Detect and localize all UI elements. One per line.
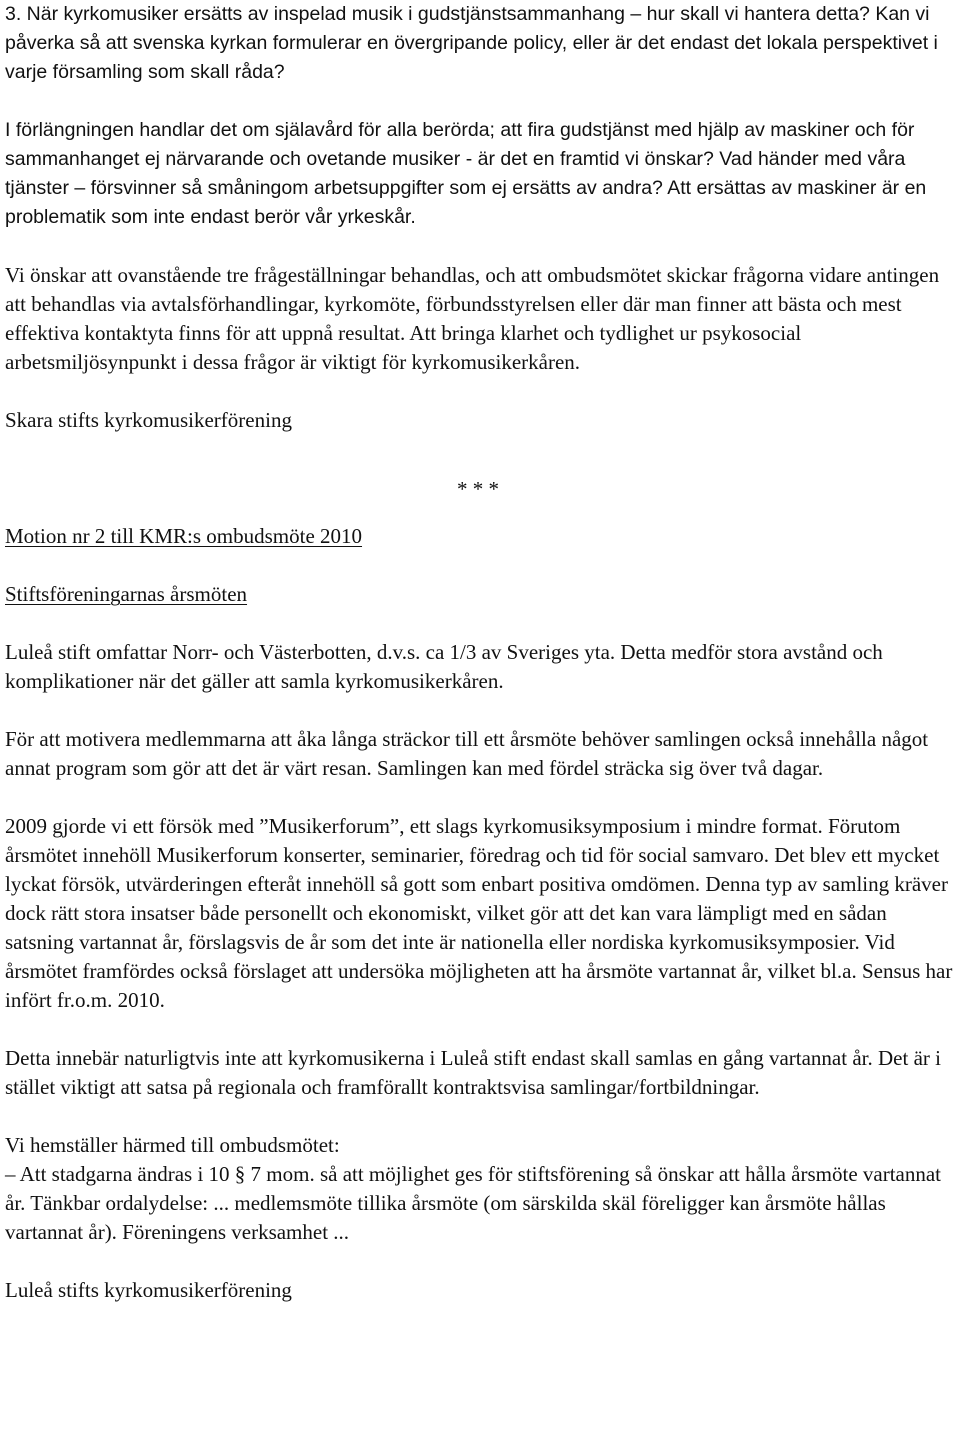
question-3-elaboration: I förlängningen handlar det om själavård för alla berörda; att fira gudstjänst med hjälp av maskiner och för sammanhanget ej närvarande och ovetande musiker - är det en framtid vi önskar? Vad händer med våra tjänster – försvinner så småningom arbetsuppgifter som ej ersätts av andra? Att ersättas av maskiner är en problematik som inte endast berör vår yrkeskår. — [5, 119, 927, 228]
spacer — [5, 609, 957, 638]
spacer — [5, 1102, 957, 1131]
spacer — [5, 1247, 957, 1276]
spacer — [5, 87, 957, 116]
paragraph-3: 2009 gjorde vi ett försök med ”Musikerforum”, ett slags kyrkomusiksymposium i mindre format. Förutom årsmötet innehöll Musikerforum konserter, seminarier, föredrag och tid för social samvaro. Det blev ett mycket lyckat försök, utvärderingen efteråt innehöll så gott som enbart positiva omdömen. Denna typ av samling kräver dock rätt stora insatser både personellt och ekonomiskt, vilket gör att det kan vara lämpligt med en sådan satsning vartannat år, förslagsvis de år som det inte är nationella eller nordiska kyrkomusiksymposier. Vid årsmötet framfördes också förslaget att undersöka möjligheten att ha årsmöte vartannat år, vilket bl.a. Sensus har infört fr.o.m. 2010. — [5, 814, 953, 1012]
paragraph-4: Detta innebär naturligtvis inte att kyrkomusikerna i Luleå stift endast skall samlas en gång vartannat år. Det är i stället viktigt att satsa på regionala och framförallt kontraktsvisa samlingar/fortbildningar. — [5, 1046, 941, 1099]
spacer — [5, 504, 957, 522]
spacer — [5, 783, 957, 812]
section-separator: * * * — [457, 477, 499, 501]
spacer — [5, 232, 957, 261]
paragraph-1: Luleå stift omfattar Norr- och Västerbotten, d.v.s. ca 1/3 av Sveriges yta. Detta medför stora avstånd och komplikationer när det gäller att samla kyrkomusikerkåren. — [5, 640, 883, 693]
question-3: 3. När kyrkomusiker ersätts av inspelad musik i gudstjänstsammanhang – hur skall vi hantera detta? Kan vi påverka så att svenska kyrkan formulerar en övergripande policy, eller är det endast det lokala perspektivet i varje församling som skall råda? — [5, 3, 938, 83]
spacer — [5, 1015, 957, 1044]
proposal-intro: Vi hemställer härmed till ombudsmötet: — [5, 1133, 340, 1157]
spacer — [5, 551, 957, 580]
signature-skara: Skara stifts kyrkomusikerförening — [5, 408, 292, 432]
spacer — [5, 696, 957, 725]
document-page — [5, 0, 957, 1305]
spacer — [5, 435, 957, 475]
motion-subtitle: Stiftsföreningarnas årsmöten — [5, 582, 248, 606]
proposal-item: – Att stadgarna ändras i 10 § 7 mom. så att möjlighet ges för stiftsförening så önskar att hålla årsmöte vartannat år. Tänkbar ordalydelse: ... medlemsmöte tillika årsmöte (om särskilda skäl föreligger kan årsmöte hållas vartannat år). Föreningens verksamhet ... — [5, 1162, 942, 1244]
paragraph-2: För att motivera medlemmarna att åka långa sträckor till ett årsmöte behöver samlingen också innehålla något annat program som gör att det är värt resan. Samlingen kan med fördel sträcka sig över två dagar. — [5, 727, 929, 780]
motion-title: Motion nr 2 till KMR:s ombudsmöte 2010 — [5, 524, 363, 548]
request-paragraph: Vi önskar att ovanstående tre frågeställningar behandlas, och att ombudsmötet skickar frågorna vidare antingen att behandlas via avtalsförhandlingar, kyrkomöte, förbundsstyrelsen eller där man finner att bästa och mest effektiva kontaktyta finns för att uppnå resultat. Att bringa klarhet och tydlighet ur psykosocial arbetsmiljösynpunkt i dessa frågor är viktigt för kyrkomusikerkåren. — [5, 263, 940, 374]
spacer — [5, 377, 957, 406]
signature-lulea: Luleå stifts kyrkomusikerförening — [5, 1278, 292, 1302]
